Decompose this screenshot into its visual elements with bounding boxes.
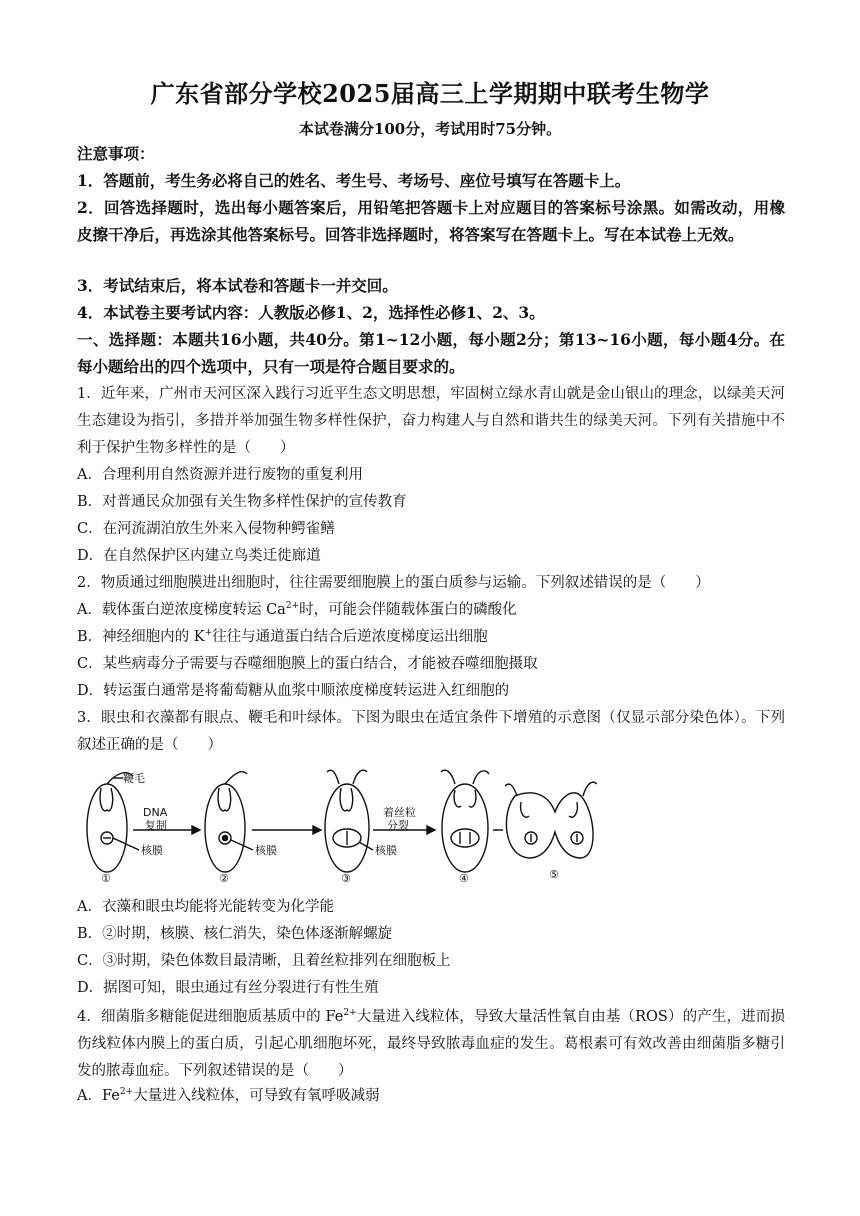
q1-option-d: D．在自然保护区内建立鸟类迁徙廊道 bbox=[77, 548, 321, 564]
label-membrane-3: 核膜 bbox=[375, 844, 397, 857]
page-title: 广东省部分学校2025届高三上学期期中联考生物学 bbox=[150, 79, 710, 108]
q1-option-b: B．对普通民众加强有关生物多样性保护的宣传教育 bbox=[77, 494, 407, 510]
label-division: 分裂 bbox=[387, 819, 409, 832]
q4-option-a-sup: 2+ bbox=[119, 1087, 134, 1097]
q4-stem-post: 大量进入线粒体，导致大量活性氧自由基（ROS）的产生，进而损伤线粒体内膜上的蛋白质，引起心肌细胞坏死，最终导致脓毒血症的发生。葛根素可有效改善由细菌脂多糖引发的脓毒血症。下列叙述错误的是（ ） bbox=[77, 1009, 785, 1079]
note-item-1: 1．答题前，考生务必将自己的姓名、考生号、考场号、座位号填写在答题卡上。 bbox=[77, 171, 631, 190]
q2-option-b-sup: + bbox=[204, 628, 213, 638]
label-membrane-1: 核膜 bbox=[141, 844, 163, 857]
note-item-3: 3．考试结束后，将本试卷和答题卡一并交回。 bbox=[77, 276, 398, 295]
stage-label-1: ① bbox=[101, 872, 111, 885]
q4-stem bbox=[77, 1004, 785, 1085]
q4-option-a-post: 大量进入线粒体，可导致有氧呼吸减弱 bbox=[133, 1088, 380, 1104]
q3-option-a: A．衣藻和眼虫均能将光能转变为化学能 bbox=[77, 899, 334, 915]
q4-option-a-pre: A．Fe bbox=[77, 1088, 120, 1104]
cell-stage-4 bbox=[441, 770, 489, 872]
q2-option-d: D．转运蛋白通常是将葡萄糖从血浆中顺浓度梯度转运进入红细胞的 bbox=[77, 683, 510, 699]
q2-option-a bbox=[77, 597, 517, 624]
q4-option-a bbox=[77, 1083, 380, 1110]
q2-option-b-pre: B．神经细胞内的 K bbox=[77, 629, 205, 645]
note-item-2: 2．回答选择题时，选出每小题答案后，用铅笔把答题卡上对应题目的答案标号涂黑。如需改动，用橡皮擦干净后，再选涂其他答案标号。回答非选择题时，将答案写在答题卡上。写在本试卷上无效。 bbox=[77, 198, 785, 244]
q4-stem-pre: 4．细菌脂多糖能促进细胞质基质中的 Fe bbox=[77, 1009, 344, 1025]
q2-stem: 2．物质通过细胞膜进出细胞时，往往需要细胞膜上的蛋白质参与运输。下列叙述错误的是（ ） bbox=[77, 575, 710, 591]
label-centromere: 着丝粒 bbox=[383, 806, 416, 819]
notes-heading: 注意事项： bbox=[77, 144, 155, 163]
label-flagellum: 鞭毛 bbox=[123, 772, 145, 785]
section-heading: 一、选择题：本题共16小题，共40分。第1~12小题，每小题2分；第13~16小题，每小题4分。在每小题给出的四个选项中，只有一项是符合题目要求的。 bbox=[77, 330, 785, 376]
q2-option-b bbox=[77, 624, 488, 651]
stage-label-2: ② bbox=[219, 872, 229, 885]
q2-option-b-post: 往往与通道蛋白结合后逆浓度梯度运出细胞 bbox=[212, 629, 488, 645]
q3-option-d: D．据图可知，眼虫通过有丝分裂进行有性生殖 bbox=[77, 980, 379, 996]
q3-stem: 3．眼虫和衣藻都有眼点、鞭毛和叶绿体。下图为眼虫在适宜条件下增殖的示意图（仅显示部分染色体）。下列叙述正确的是（ ） bbox=[77, 710, 785, 753]
q2-option-a-post: 时，可能会伴随载体蛋白的磷酸化 bbox=[299, 602, 517, 618]
q1-stem: 1．近年来，广州市天河区深入践行习近平生态文明思想，牢固树立绿水青山就是金山银山的理念，以绿美天河生态建设为指引，多措并举加强生物多样性保护，奋力构建人与自然和谐共生的绿美天河。下列有关措施中不利于保护生物多样性的是（ ） bbox=[77, 386, 785, 456]
cell-stage-3 bbox=[325, 770, 369, 872]
label-dna: DNA bbox=[143, 806, 168, 819]
q2-option-a-sup: 2+ bbox=[285, 601, 300, 611]
stage-label-3: ③ bbox=[341, 872, 351, 885]
note-item-4: 4．本试卷主要考试内容：人教版必修1、2，选择性必修1、2、3。 bbox=[77, 303, 545, 322]
label-membrane-2: 核膜 bbox=[255, 844, 277, 857]
q2-option-c: C．某些病毒分子需要与吞噬细胞膜上的蛋白结合，才能被吞噬细胞摄取 bbox=[77, 656, 538, 672]
euglena-division-figure bbox=[77, 766, 597, 888]
q1-option-c: C．在河流湖泊放生外来入侵物种鳄雀鳝 bbox=[77, 521, 335, 537]
label-replication: 复制 bbox=[145, 819, 167, 832]
cell-stage-5 bbox=[505, 782, 597, 858]
cell-stage-1 bbox=[87, 773, 133, 872]
page-subtitle: 本试卷满分100分，考试用时75分钟。 bbox=[298, 120, 562, 138]
cell-stage-2 bbox=[205, 772, 247, 872]
q3-option-c: C．③时期，染色体数目最清晰，且着丝粒排列在细胞板上 bbox=[77, 953, 451, 969]
q2-option-a-pre: A．载体蛋白逆浓度梯度转运 Ca bbox=[77, 602, 286, 618]
stage-label-4: ④ bbox=[459, 872, 469, 885]
stage-label-5: ⑤ bbox=[549, 868, 559, 881]
q3-option-b: B．②时期，核膜、核仁消失，染色体逐渐解螺旋 bbox=[77, 926, 393, 942]
q1-option-a: A．合理利用自然资源并进行废物的重复利用 bbox=[77, 467, 363, 483]
q4-stem-sup: 2+ bbox=[343, 1008, 357, 1018]
